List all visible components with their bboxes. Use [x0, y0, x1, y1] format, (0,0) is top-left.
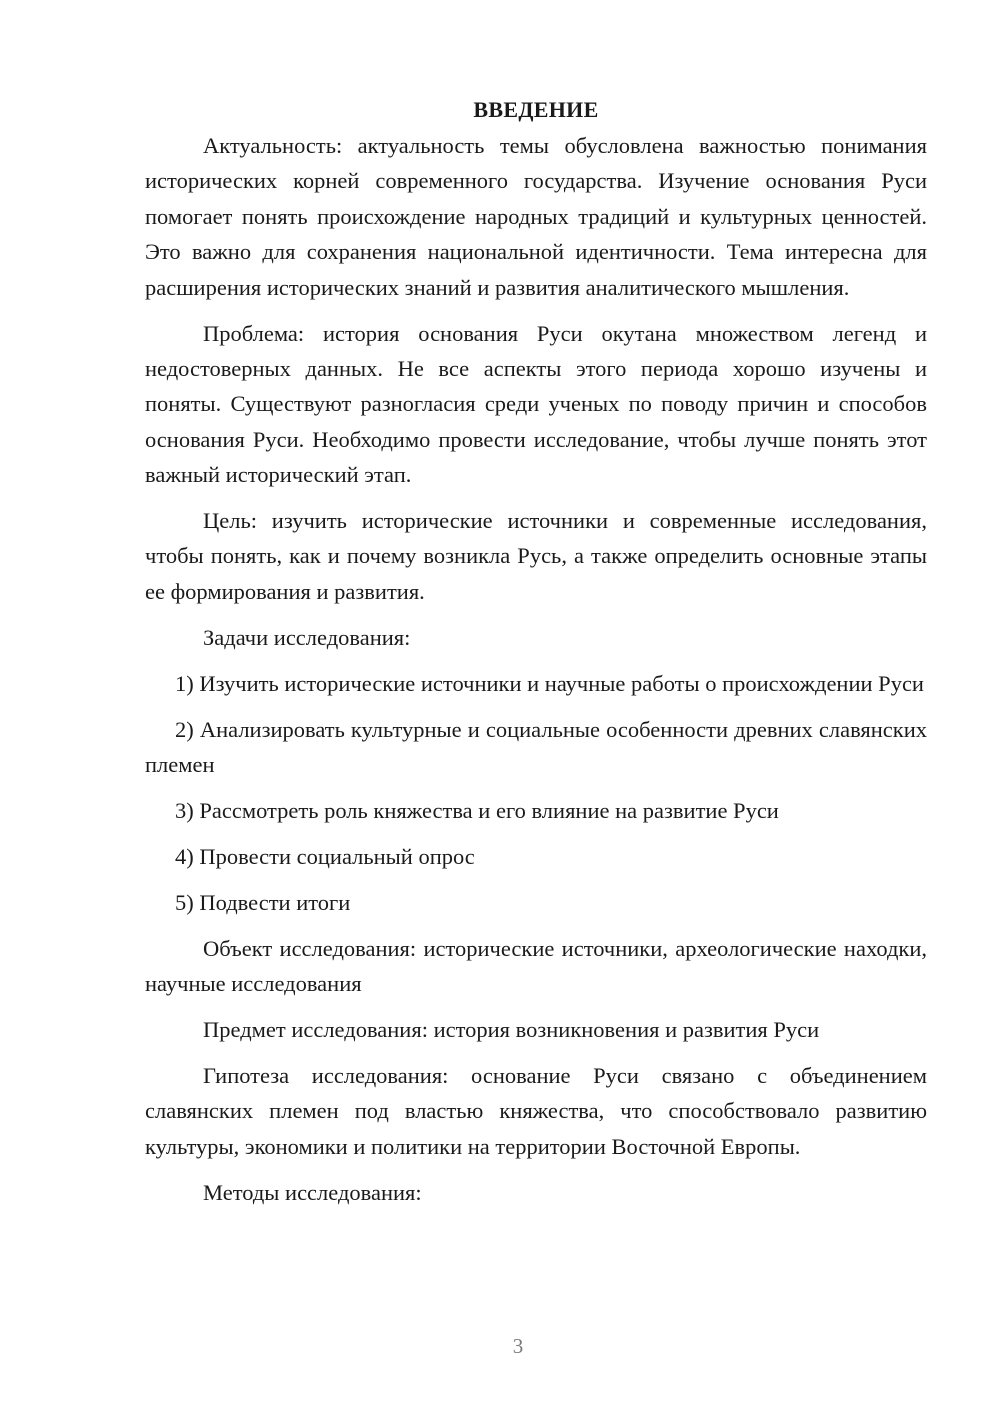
goal-paragraph: Цель: изучить исторические источники и современные исследования, чтобы понять, как и почему возникла Русь, а также определить основные этапы ее формирования и развития. — [145, 508, 927, 604]
relevance-paragraph: Актуальность: актуальность темы обусловлена важностью понимания исторических корней современного государства. Изучение основания Руси помогает понять происхождение народных традиций и культурных ценностей. Это важно для сохранения национальной идентичности. Тема интересна для расширения исторических знаний и развития аналитического мышления. — [145, 133, 927, 300]
task-item-4: 4) Провести социальный опрос — [175, 843, 475, 869]
hypothesis-paragraph: Гипотеза исследования: основание Руси связано с объединением славянских племен под властью княжества, что способствовало развитию культуры, экономики и политики на территории Восточной Европы. — [145, 1062, 927, 1159]
object-paragraph: Объект исследования: исторические источники, археологические находки, научные исследования — [145, 935, 927, 997]
document-page — [145, 94, 927, 1220]
subject-paragraph: Предмет исследования: история возникновения и развития Руси — [203, 1016, 820, 1042]
problem-paragraph: Проблема: история основания Руси окутана множеством легенд и недостоверных данных. Не все аспекты этого периода хорошо изучены и поняты. Существуют разногласия среди ученых по поводу причин и способов основания Руси. Необходимо провести исследование, чтобы лучше понять этот важный исторический этап. — [145, 320, 927, 488]
task-item-2: 2) Анализировать культурные и социальные особенности древних славянских племен — [145, 716, 927, 777]
page-number: 3 — [512, 1334, 524, 1358]
document-title: ВВЕДЕНИЕ — [473, 97, 599, 122]
methods-paragraph: Методы исследования: — [203, 1179, 422, 1205]
tasks-heading: Задачи исследования: — [203, 624, 411, 650]
task-item-5: 5) Подвести итоги — [175, 889, 351, 915]
task-item-3: 3) Рассмотреть роль княжества и его влияние на развитие Руси — [175, 797, 779, 823]
task-item-1: 1) Изучить исторические источники и научные работы о происхождении Руси — [175, 670, 924, 696]
